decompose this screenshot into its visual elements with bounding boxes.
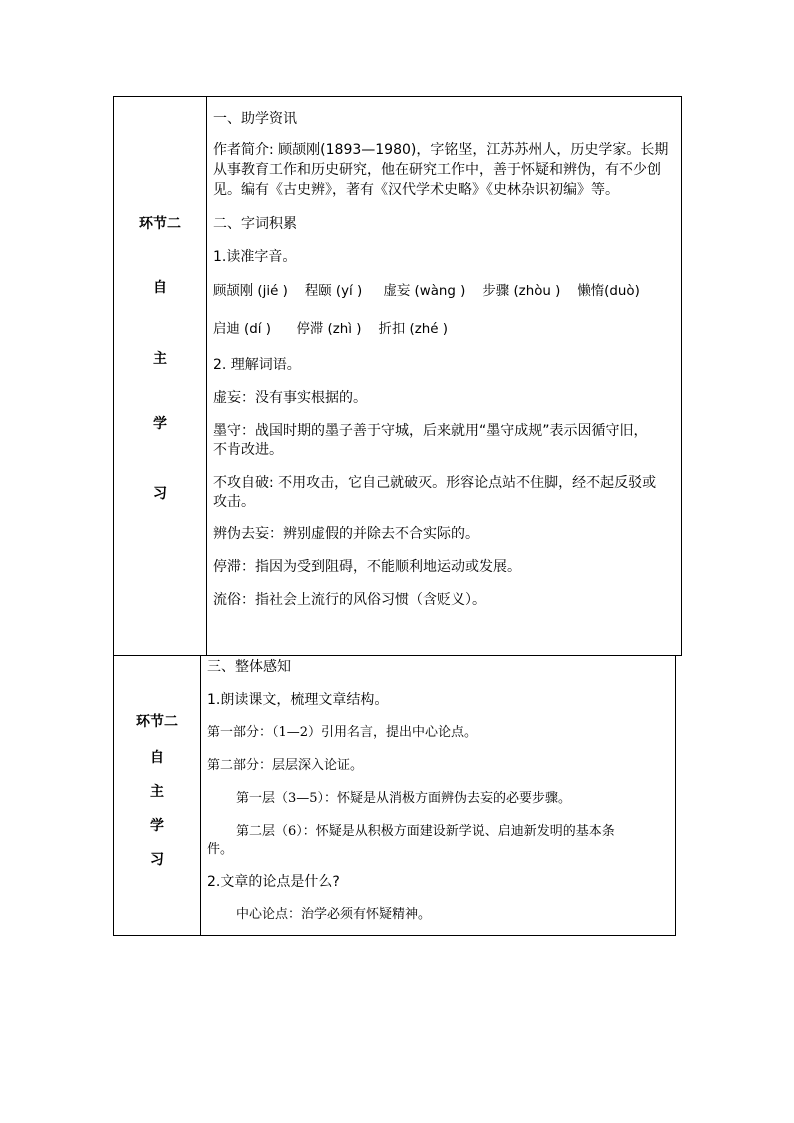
vocab-entry: 停滞：指因为受到阻碍，不能顺利地运动或发展。 (213, 559, 521, 575)
pronunciation-row: 启迪 (dí ) 停滞 (zhì ) 折扣 (zhé ) (213, 322, 449, 337)
vocab-entry: 不攻自破: 不用攻击，它自己就破灭。形容论点站不住脚，经不起反驳或 (213, 475, 657, 491)
heading-overall-perception: 三、整体感知 (207, 659, 291, 675)
question: 2.文章的论点是什么? (207, 874, 340, 890)
answer: 中心论点：治学必须有怀疑精神。 (236, 907, 432, 922)
reading-task: 1.朗读课文，梳理文章结构。 (207, 692, 389, 708)
vocab-entry: 辨伪去妄：辨别虚假的并除去不合实际的。 (213, 526, 479, 542)
section-label-line: 自 (150, 750, 164, 766)
author-intro-line: 见。编有《古史辨》，著有《汉代学术史略》《史林杂识初编》等。 (213, 182, 619, 198)
structure-part-2: 第二部分：层层深入论证。 (207, 758, 364, 773)
author-intro-line: 作者简介: 顾颉刚(1893—1980)，字铭坚，江苏苏州人，历史学家。长期 (213, 142, 669, 158)
section-content-cell (201, 656, 675, 935)
section-label-line: 学 (153, 416, 167, 432)
pronunciation-title: 1.读准字音。 (213, 249, 297, 265)
section-label-line: 环节二 (139, 216, 181, 232)
vocab-entry: 流俗：指社会上流行的风俗习惯（含贬义）。 (213, 592, 486, 608)
heading-study-info: 一、助学资讯 (213, 111, 297, 127)
section-content-cell (207, 97, 681, 655)
structure-part-1: 第一部分：（1—2）引用名言，提出中心论点。 (207, 725, 478, 740)
structure-layer-2: 件。 (207, 842, 234, 857)
vocab-title: 2. 理解词语。 (213, 357, 301, 373)
table-section-1 (113, 96, 682, 656)
author-intro-line: 从事教育工作和历史研究，他在研究工作中，善于怀疑和辨伪，有不少创 (213, 162, 661, 178)
vocab-entry: 虚妄：没有事实根据的。 (213, 390, 367, 406)
vocab-entry: 不肯改进。 (213, 442, 283, 458)
pronunciation-row: 顾颉刚 (jié ) 程颐 (yí ) 虚妄 (wàng ) 步骤 (zhòu ) 懒惰(duò) (213, 284, 640, 299)
vocab-entry: 墨守：战国时期的墨子善于守城，后来就用“墨守成规”表示因循守旧， (213, 423, 648, 439)
section-label-line: 环节二 (136, 714, 178, 730)
table-section-2 (113, 655, 676, 936)
structure-layer-2: 第二层（6）：怀疑是从积极方面建设新学说、启迪新发明的基本条 (236, 824, 615, 839)
section-label-line: 习 (153, 486, 167, 502)
section-label-line: 主 (153, 351, 167, 367)
section-label-line: 主 (150, 784, 164, 800)
vocab-entry: 攻击。 (213, 494, 255, 510)
section-label-line: 习 (150, 852, 164, 868)
section-label-cell (114, 656, 201, 935)
section-label-line: 学 (150, 818, 164, 834)
section-label-cell (114, 97, 207, 655)
heading-vocabulary: 二、字词积累 (213, 216, 297, 232)
section-label-line: 自 (153, 280, 167, 296)
structure-layer-1: 第一层（3—5）：怀疑是从消极方面辨伪去妄的必要步骤。 (236, 791, 572, 806)
